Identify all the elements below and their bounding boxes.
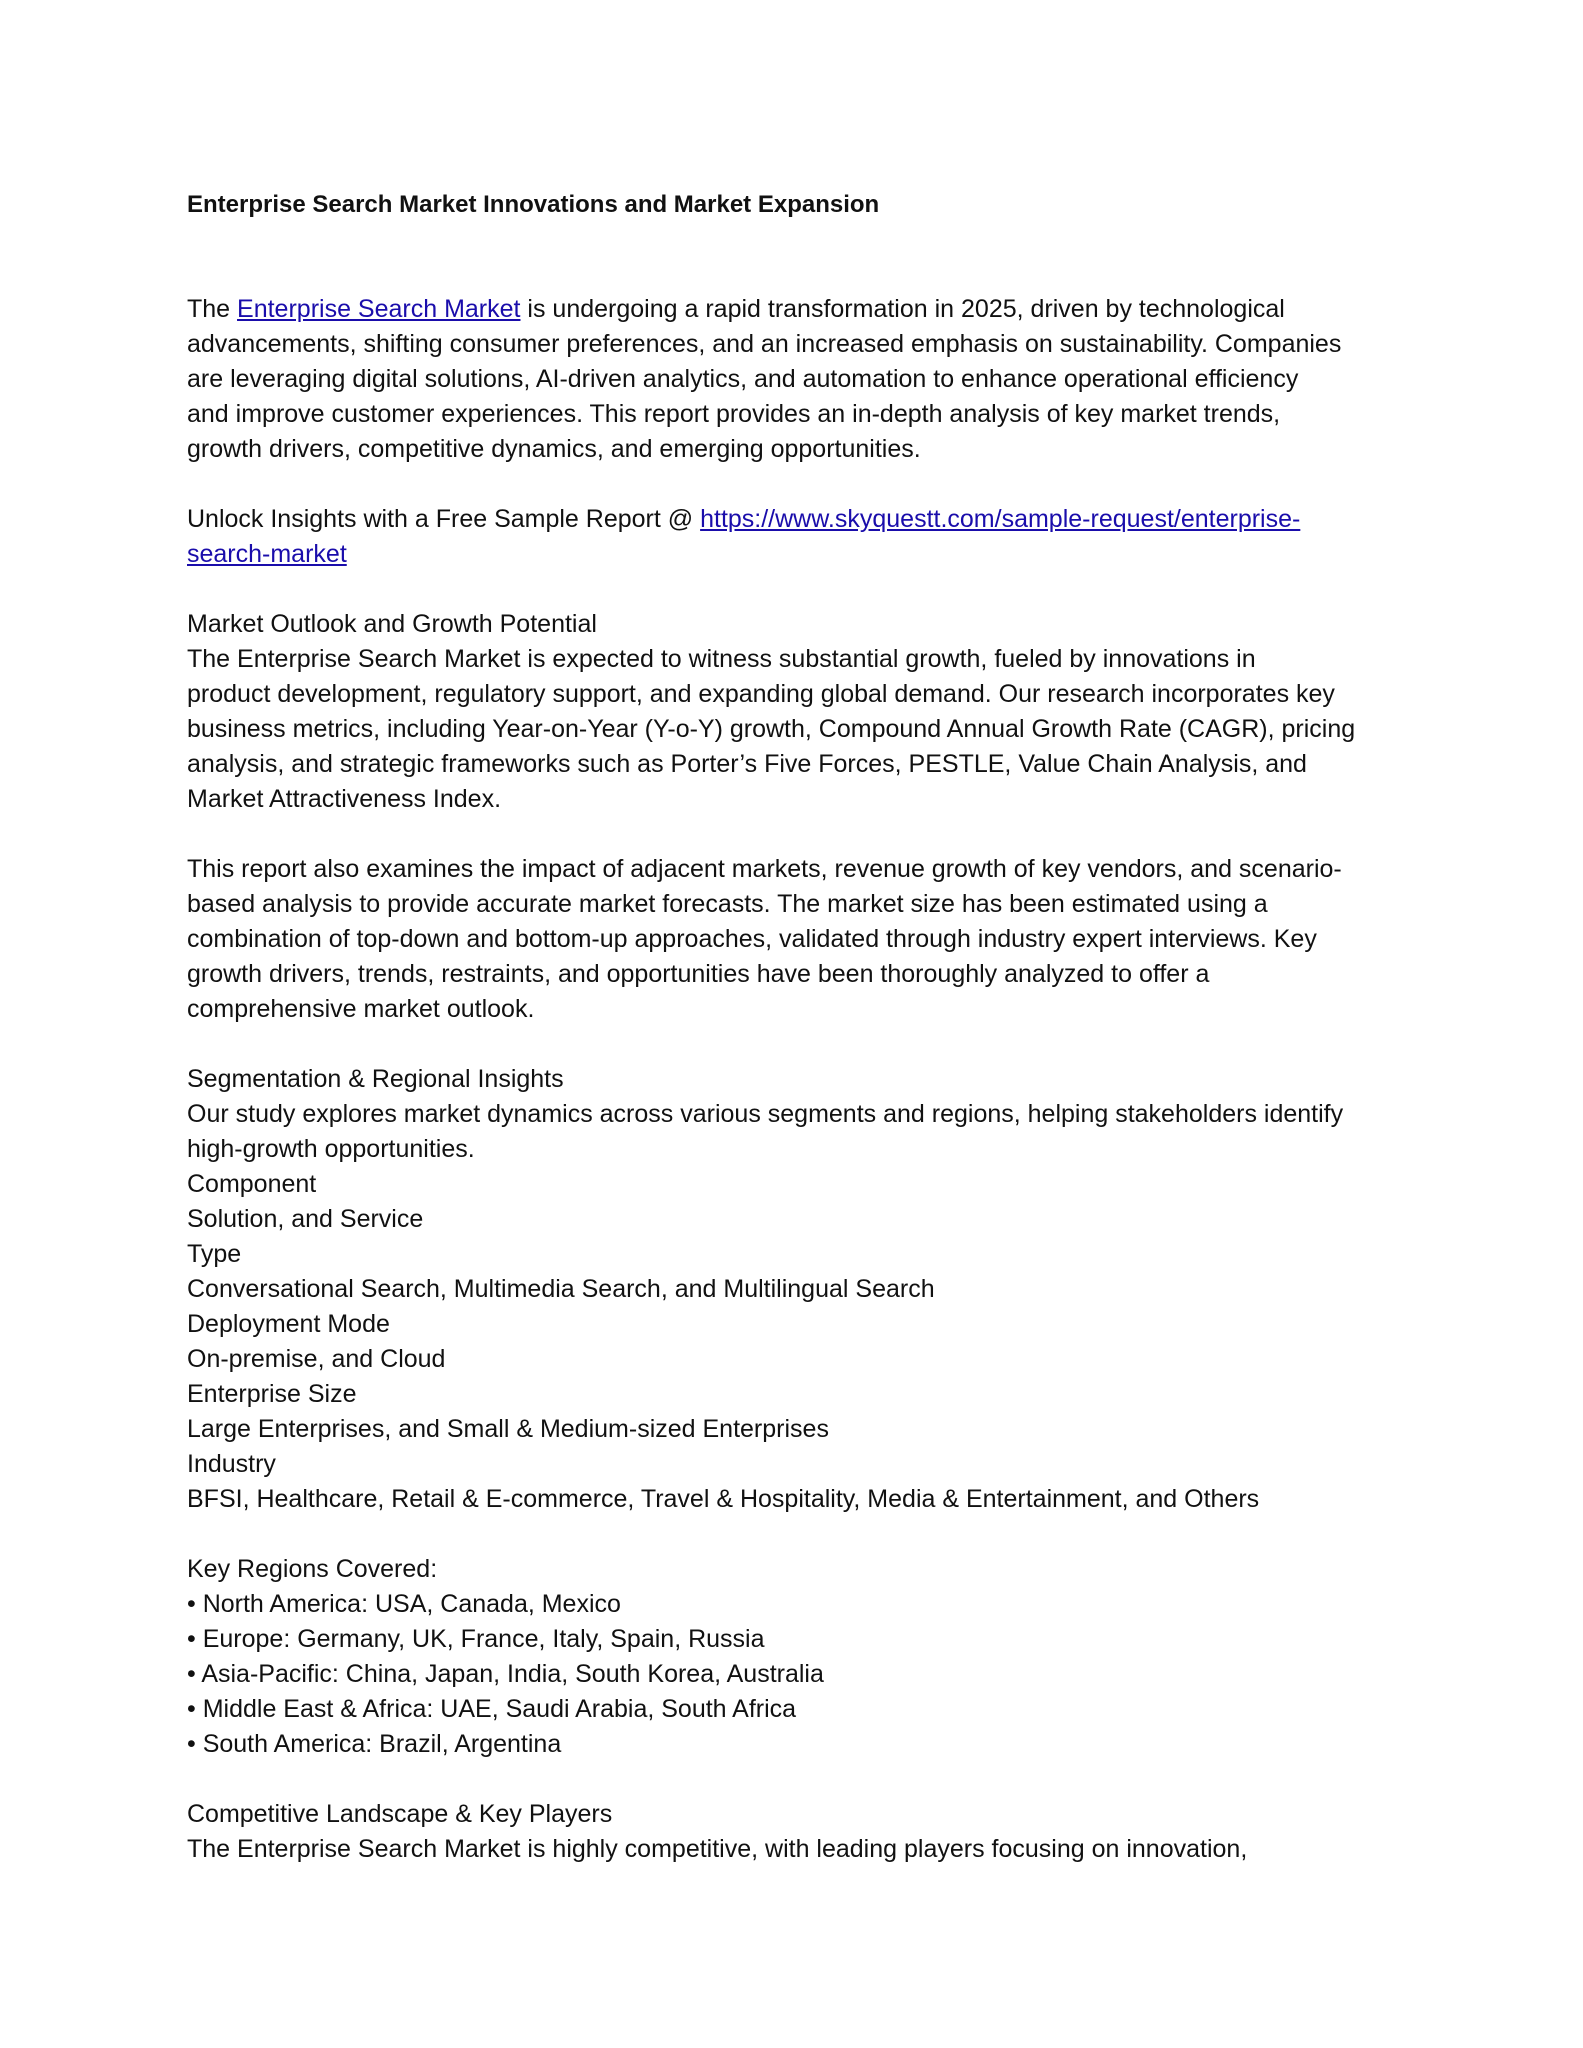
enterprise-search-market-link[interactable]: Enterprise Search Market [237, 295, 521, 323]
sample-prefix: Unlock Insights with a Free Sample Report @ [187, 505, 701, 533]
sample-line-1 [187, 502, 1417, 537]
segment-values: Conversational Search, Multimedia Search, and Multilingual Search [187, 1275, 935, 1303]
outlook-line: The Enterprise Search Market is expected to witness substantial growth, fueled by innovations in [187, 645, 1256, 673]
sample-line-2 [187, 537, 1417, 572]
paragraph-spacer [187, 1762, 1417, 1797]
region-list-item: • Middle East & Africa: UAE, Saudi Arabia, South Africa [187, 1695, 797, 1723]
regions-section [187, 1552, 1417, 1762]
intro-prefix: The [187, 295, 238, 323]
paragraph-spacer [187, 467, 1417, 502]
segment-category: Deployment Mode [187, 1310, 390, 1338]
segmentation-heading: Segmentation & Regional Insights [187, 1065, 564, 1093]
competitive-section [187, 1797, 1417, 1867]
region-list-item: • South America: Brazil, Argentina [187, 1730, 562, 1758]
document-page [187, 190, 1417, 1867]
outlook-section [187, 607, 1417, 817]
paragraph-spacer [187, 1517, 1417, 1552]
segmentation-line: high-growth opportunities. [187, 1135, 475, 1163]
intro-line-1-rest: is undergoing a rapid transformation in 2025, driven by technological [520, 295, 1285, 323]
paragraph-spacer [187, 572, 1417, 607]
document-title: Enterprise Search Market Innovations and Market Expansion [187, 191, 880, 218]
adjacent-line: comprehensive market outlook. [187, 995, 535, 1023]
segmentation-section [187, 1062, 1417, 1517]
segment-values: On-premise, and Cloud [187, 1345, 446, 1373]
paragraph-spacer [187, 817, 1417, 852]
outlook-line: business metrics, including Year-on-Year (Y-o-Y) growth, Compound Annual Growth Rate (CAGR), pricing [187, 715, 1356, 743]
segment-values: Large Enterprises, and Small & Medium-sized Enterprises [187, 1415, 829, 1443]
segment-category: Type [187, 1240, 242, 1268]
sample-report-paragraph [187, 502, 1417, 572]
intro-line: are leveraging digital solutions, AI-driven analytics, and automation to enhance operational efficiency [187, 365, 1299, 393]
competitive-heading: Competitive Landscape & Key Players [187, 1800, 613, 1828]
adjacent-line: growth drivers, trends, restraints, and opportunities have been thoroughly analyzed to offer a [187, 960, 1210, 988]
segmentation-line: Our study explores market dynamics across various segments and regions, helping stakeholders identify [187, 1100, 1344, 1128]
sample-request-link-continued[interactable]: search-market [187, 540, 347, 568]
outlook-heading: Market Outlook and Growth Potential [187, 610, 597, 638]
segment-category: Industry [187, 1450, 276, 1478]
segment-category: Enterprise Size [187, 1380, 357, 1408]
intro-paragraph [187, 292, 1417, 467]
outlook-line: product development, regulatory support, and expanding global demand. Our research incorporates key [187, 680, 1335, 708]
outlook-line: Market Attractiveness Index. [187, 785, 502, 813]
region-list-item: • Asia-Pacific: China, Japan, India, South Korea, Australia [187, 1660, 824, 1688]
region-list-item: • Europe: Germany, UK, France, Italy, Spain, Russia [187, 1625, 765, 1653]
paragraph-spacer [187, 1027, 1417, 1062]
intro-line: growth drivers, competitive dynamics, and emerging opportunities. [187, 435, 921, 463]
intro-line-1 [187, 292, 1417, 327]
intro-line: advancements, shifting consumer preferences, and an increased emphasis on sustainability. Companies [187, 330, 1342, 358]
segment-category: Component [187, 1170, 317, 1198]
intro-line: and improve customer experiences. This report provides an in-depth analysis of key market trends, [187, 400, 1281, 428]
title-spacer [187, 220, 1417, 292]
adjacent-line: based analysis to provide accurate market forecasts. The market size has been estimated using a [187, 890, 1268, 918]
adjacent-line: This report also examines the impact of adjacent markets, revenue growth of key vendors, and scenario- [187, 855, 1342, 883]
segment-values: BFSI, Healthcare, Retail & E-commerce, Travel & Hospitality, Media & Entertainment, and Others [187, 1485, 1260, 1513]
adjacent-line: combination of top-down and bottom-up approaches, validated through industry expert interviews. Key [187, 925, 1317, 953]
regions-heading: Key Regions Covered: [187, 1555, 438, 1583]
segment-values: Solution, and Service [187, 1205, 424, 1233]
competitive-line: The Enterprise Search Market is highly competitive, with leading players focusing on innovation, [187, 1835, 1248, 1863]
sample-request-link[interactable]: https://www.skyquestt.com/sample-request/enterprise- [700, 505, 1301, 533]
adjacent-markets-paragraph [187, 852, 1417, 1027]
outlook-line: analysis, and strategic frameworks such as Porter’s Five Forces, PESTLE, Value Chain Analysis, and [187, 750, 1307, 778]
region-list-item: • North America: USA, Canada, Mexico [187, 1590, 621, 1618]
